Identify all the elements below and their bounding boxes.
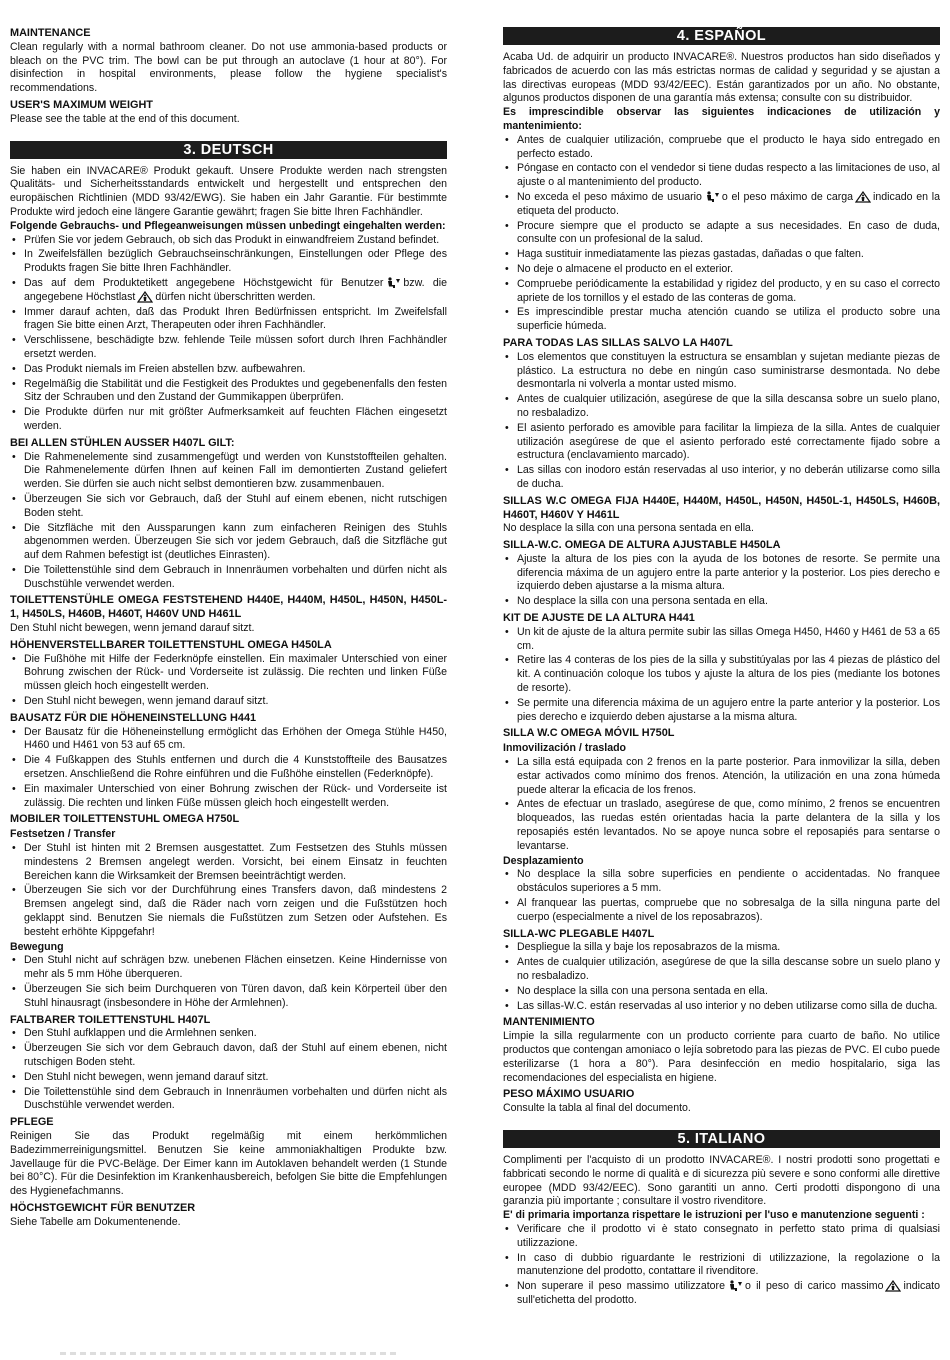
weight-warning-text-c: dürfen nicht überschritten werden. [155, 290, 316, 303]
deutsch-general-list [10, 234, 447, 434]
list-item: • La silla está equipada con 2 frenos en la parte posterior. Para inmovilizar la silla, deben estar activados como mínimo dos frenos. Atención, la utilización en una zona húmeda puede alterar la eficacia de los frenos. [503, 756, 940, 797]
de-weight-text: Siehe Tabelle am Dokumentenende. [10, 1215, 181, 1228]
list-item: • In caso di dubbio riguardante le restrizioni di utilizzazione, la regolazione o la manutenzione del prodotto, contattare il rivenditore. [503, 1252, 940, 1280]
list-item: • Retire las 4 conteras de los pies de la silla y substitúyalas por las 4 piezas de plástico del kit. A continuación coloque los tubos y ajuste la altura de los pies (mediante los botones de resorte). [503, 654, 940, 695]
es-care-heading: MANTENIMIENTO [503, 1016, 595, 1029]
es-mobile-heading: SILLA W.C OMEGA MÓVIL H750L [503, 727, 675, 740]
list-item: • In Zweifelsfällen bezüglich Gebrauchseinschränkungen, Einstellungen oder Pflege des Produkts fragen Sie bitte Ihren Fachhändler. [10, 248, 447, 276]
weight-warning-text-c: indicato sull'etichetta del prodotto. [517, 1280, 940, 1306]
list-item: • Die Produkte dürfen nur mit größter Aufmerksamkeit auf feuchten Flächen eingesetzt werden. [10, 406, 447, 434]
es-mobile-transfer-list [503, 756, 940, 854]
list-item: • Póngase en contacto con el vendedor si tiene dudas respecto a las limitaciones de uso, al ajuste o al mantenimiento del producto. [503, 162, 940, 190]
list-item: • Antes de efectuar un traslado, asegúrese de que, como mínimo, 2 frenos se encuentren bloqueados, las ruedas estén orientadas hacia la parte delantera de la silla y los reposapiés estén levantados. No se apoye nunca sobre el reposapiés para sentarse o levantarse. [503, 798, 940, 853]
de-fixed-chairs-heading: TOILETTENSTÜHLE OMEGA FESTSTEHEND H440E, H440M, H450L, H450N, H450L-1, H450LS, H460B, H460T, H460V UND H461L [10, 594, 447, 621]
section-bar-deutsch: 3. DEUTSCH [10, 141, 447, 159]
list-item: • No desplace la silla con una persona sentada en ella. [503, 985, 940, 999]
list-item: • Los elementos que constituyen la estructura se ensamblan y sujetan mediante piezas de plástico. La estructura no debe en ningún caso suministrarse desmontada. No debe desmontarla ni volverla a montar usted mismo. [503, 351, 940, 392]
section-bar-espanol: 4. ESPAÑOL [503, 27, 940, 45]
de-kit-heading: BAUSATZ FÜR DIE HÖHENEINSTELLUNG H441 [10, 711, 257, 724]
weight-warning-text-b: o el peso máximo de carga [721, 190, 854, 203]
de-fixed-chairs-text: Den Stuhl nicht bewegen, wenn jemand darauf sitzt. [10, 622, 255, 635]
list-item: • Die Toilettenstühle sind dem Gebrauch in Innenräumen vorbehalten und dürfen nicht als Duschstühle verwendet werden. [10, 1086, 447, 1114]
es-all-chairs-heading: PARA TODAS LAS SILLAS SALVO LA H407L [503, 336, 733, 349]
list-item: • Die Sitzfläche mit den Aussparungen kann zum einfacheren Reinigen des Stuhls abgenommen werden. Überzeugen Sie sich vor jedem Gebrauch, daß die Sitzfläche gut auf dem Rahmen befestigt ist (deutliches Einrasten). [10, 522, 447, 563]
es-kit-heading: KIT DE AJUSTE DE LA ALTURA H441 [503, 612, 695, 625]
list-item: • Ajuste la altura de los pies con la ayuda de los botones de resorte. Se permite una diferencia máxima de un agujero entre la parte anterior y la posterior. Los pies derecho e izquierdo deben ajustarse a la misma altura. [503, 553, 940, 594]
list-item: • Antes de cualquier utilización, asegúrese de que la silla descanse sobre un suelo plano y no resbaladizo. [503, 956, 940, 984]
weight-warning-text-a: No exceda el peso máximo de usuario [517, 190, 702, 203]
list-item: • No desplace la silla con una persona sentada en ella. [503, 595, 940, 609]
es-folding-list [503, 941, 940, 1013]
de-folding-heading: FALTBARER TOILETTENSTUHL H407L [10, 1013, 211, 1026]
es-all-chairs-list [503, 351, 940, 492]
de-all-chairs-list [10, 451, 447, 592]
maintenance-en-heading: MAINTENANCE [10, 27, 91, 39]
list-item: • Verificare che il prodotto vi è stato consegnato in perfetto stato prima di qualsiasi utilizzazione. [503, 1223, 940, 1251]
max-load-icon [885, 1280, 901, 1292]
de-mobile-sub-movement: Bewegung [10, 940, 64, 953]
de-adjustable-list [10, 653, 447, 709]
es-general-list [503, 134, 940, 334]
list-item: • Die 4 Fußkappen des Stuhls entfernen und durch die 4 Kunststoffteile des Bausatzes ersetzen. Anschließend die Rohre einführen und die Fußhöhe einstellen (Federknöpfe). [10, 754, 447, 782]
list-item: • Ein maximaler Unterschied von einer Bohrung zwischen der Rück- und Vorderseite ist zulässig. Die rechten und linken Füße müssen gleich hoch eingestellt werden. [10, 783, 447, 811]
left-column [10, 27, 447, 1230]
de-mobile-transfer-list [10, 842, 447, 940]
list-item: • Un kit de ajuste de la altura permite subir las sillas Omega H450, H460 y H461 de 53 a 65 cm. [503, 626, 940, 654]
weight-warning-item [503, 191, 940, 219]
weight-warning-text-b: bzw. die angegebene Höchstlast [24, 276, 448, 303]
weight-warning-text-b: o il peso di carico massimo [744, 1280, 884, 1293]
de-care-heading: PFLEGE [10, 1116, 54, 1129]
list-item: • Der Bausatz für die Höheneinstellung ermöglicht das Erhöhen der Omega Stühle H450, H460 und H461 von 53 auf 65 cm. [10, 726, 447, 754]
max-user-weight-icon [727, 1280, 743, 1292]
es-adjustable-list [503, 553, 940, 609]
list-item: • Den Stuhl nicht bewegen, wenn jemand darauf sitzt. [10, 695, 447, 709]
max-load-icon [855, 191, 871, 203]
max-user-weight-icon [704, 191, 720, 203]
max-user-weight-icon [385, 277, 401, 289]
list-item: • Die Fußhöhe mit Hilfe der Federknöpfe einstellen. Ein maximaler Unterschied von einer Bohrung zwischen der Rück- und Vorderseite ist zulässig. Die rechten und linken Füße müssen gleich hoch eingestellt werden. [10, 653, 447, 694]
max-weight-en-text: Please see the table at the end of this document. [10, 112, 240, 125]
es-mobile-movement-list [503, 868, 940, 924]
list-item: • Compruebe periódicamente la estabilidad y rigidez del producto, y en su caso el correcto apriete de los tornillos y el estado de las conteras de goma. [503, 278, 940, 306]
max-load-icon [137, 291, 153, 303]
es-mobile-sub-transfer: Inmovilización / traslado [503, 742, 627, 755]
es-mobile-sub-movement: Desplazamiento [503, 854, 584, 867]
es-kit-list [503, 626, 940, 725]
list-item: • Regelmäßig die Stabilität und die Festigkeit des Produktes und gegebenenfalls den festen Sitz der Schrauben und den Zustand der Gummikappen überprüfen. [10, 378, 447, 406]
list-item: • El asiento perforado es amovible para facilitar la limpieza de la silla. Antes de cualquier utilización asegúrese de que el asiento perforado esté correctamente fijado sobre a estructura (enclavamiento marcado). [503, 422, 940, 463]
de-mobile-movement-list [10, 954, 447, 1010]
list-item: • Despliegue la silla y baje los reposabrazos de la misma. [503, 941, 940, 955]
list-item: • Den Stuhl nicht auf schrägen bzw. unebenen Flächen einsetzen. Keine Hindernisse von mehr als 5 mm Höhe überqueren. [10, 954, 447, 982]
de-kit-list [10, 726, 447, 811]
list-item: • Überzeugen Sie sich vor dem Gebrauch davon, daß der Stuhl auf einem ebenen, nicht rutschigen Boden steht. [10, 1042, 447, 1070]
list-item: • Haga sustituir inmediatamente las piezas gastadas, dañadas o que falten. [503, 248, 940, 262]
weight-warning-item [10, 277, 447, 305]
weight-warning-item [503, 1280, 940, 1308]
de-folding-list [10, 1027, 447, 1113]
de-weight-heading: HÖCHSTGEWICHT FÜR BENUTZER [10, 1201, 196, 1214]
list-item: • Prüfen Sie vor jedem Gebrauch, ob sich das Produkt in einwandfreiem Zustand befindet. [10, 234, 447, 248]
list-item: • Procure siempre que el producto se adapte a sus necesidades. En caso de duda, consulte con un profesional de la salud. [503, 220, 940, 248]
list-item: • Überzeugen Sie sich vor Gebrauch, daß der Stuhl auf einem ebenen, nicht rutschigen Boden steht. [10, 493, 447, 521]
it-general-list [503, 1223, 940, 1308]
es-adjustable-heading: SILLA-W.C. OMEGA DE ALTURA AJUSTABLE H450LA [503, 539, 781, 552]
list-item: • Las sillas-W.C. están reservadas al uso interior y no deben utilizarse como silla de ducha. [503, 1000, 940, 1014]
list-item: • Verschlissene, beschädigte bzw. fehlende Teile müssen sofort durch Ihren Fachhändler ersetzt werden. [10, 334, 447, 362]
de-mobile-sub-transfer: Festsetzen / Transfer [10, 828, 116, 841]
list-item: • Das Produkt niemals im Freien abstellen bzw. aufbewahren. [10, 363, 447, 377]
list-item: • Antes de cualquier utilización, asegúrese de que la silla descansa sobre un suelo plano, no resbaladizo. [503, 393, 940, 421]
es-weight-heading: PESO MÁXIMO USUARIO [503, 1088, 635, 1101]
de-care-text: Reinigen Sie das Produkt regelmäßig mit einem herkömmlichen Badezimmerreinigungsmittel. Benutzen Sie keine ammoniakhaltigen Produkte bzw. Javellauge für die PVC-Beläge. Der Eimer kann im Autoklaven behandelt werden (1 Stunde bei 80°C). Für die Desinfektion im Krankenhausbereich, befolgen Sie bitte die Empfehlungen des Hygienefachmanns. [10, 1129, 447, 1198]
deutsch-lead: Folgende Gebrauchs- und Pflegeanweisungen müssen unbedingt eingehalten werden: [10, 219, 446, 232]
list-item: • Den Stuhl nicht bewegen, wenn jemand darauf sitzt. [10, 1071, 447, 1085]
list-item: • Al franquear las puertas, compruebe que no sobresalga de la silla ninguna parte del cuerpo (especialmente a nivel de los reposabrazos). [503, 897, 940, 925]
list-item: • No desplace la silla sobre superficies en pendiente o accidentadas. No franquee obstáculos superiores a 5 mm. [503, 868, 940, 896]
es-weight-text: Consulte la tabla al final del documento. [503, 1102, 691, 1115]
it-intro: Complimenti per l'acquisto di un prodotto INVACARE®. I nostri prodotti sono progettati e fabbricati secondo le norme di qualità e di sicurezza più severe e sono conformi alle direttive europee (MDD 93/42/EEC). Sono garantiti un anno. Certi prodotti dispongono di una garanzia più importante ; consultare il vostro rivenditore. [503, 1153, 940, 1208]
weight-warning-text-c: indicado en la etiqueta del producto. [517, 190, 940, 217]
list-item: • Las sillas con inodoro están reservadas al uso interior, y no deberán utilizarse como silla de ducha. [503, 464, 940, 492]
de-mobile-heading: MOBILER TOILETTENSTUHL OMEGA H750L [10, 813, 240, 826]
section-bar-italiano: 5. ITALIANO [503, 1130, 940, 1148]
weight-warning-text-a: Non superare il peso massimo utilizzatore [517, 1280, 725, 1293]
es-care-text: Limpie la silla regularmente con un producto corriente para cuarto de baño. No utilice productos que contengan amoniaco o lejía sobretodo para las piezas de PVC. El cubo puede esterilizarse (1 hora a 80°). Para desinfección en medio hospitalario, siga las recomendaciones del especialista en higiene. [503, 1030, 940, 1084]
right-column [503, 27, 940, 1309]
list-item: • Die Toilettenstühle sind dem Gebrauch in Innenräumen vorbehalten und dürfen nicht als Duschstühle verwendet werden. [10, 564, 447, 592]
bottom-edge-artifact [60, 1352, 400, 1355]
de-all-chairs-heading: BEI ALLEN STÜHLEN AUSSER H407L GILT: [10, 436, 235, 449]
list-item: • Antes de cualquier utilización, compruebe que el producto le haya sido entregado en perfecto estado. [503, 134, 940, 162]
it-lead: E' di primaria importanza rispettare le istruzioni per l'uso e manutenzione seguenti : [503, 1209, 925, 1222]
list-item: • Der Stuhl ist hinten mit 2 Bremsen ausgestattet. Zum Festsetzen des Stuhls müssen mindestens 2 Bremsen angelegt werden. Vorsicht, bei einem Einsatz in feuchten Bereichen kann die Wirksamkeit der Bremsen beeinträchtigt werden. [10, 842, 447, 883]
list-item: • Es imprescindible prestar mucha atención cuando se utiliza el producto sobre una superficie húmeda. [503, 306, 940, 334]
max-weight-en-heading: USER'S MAXIMUM WEIGHT [10, 98, 153, 111]
de-adjustable-heading: HÖHENVERSTELLBARER TOILETTENSTUHL OMEGA H450LA [10, 638, 332, 651]
list-item: • Überzeugen Sie sich beim Durchqueren von Türen davon, daß kein Körperteil über den Stuhl hinausragt (insbesondere in Höhe der Armlehnen). [10, 983, 447, 1011]
list-item: • Die Rahmenelemente sind zusammengefügt und werden von Kunststoffteilen gehalten. Die Rahmenelemente dürfen Ihnen auf keinen Fall im demontierten Zustand geliefert werden. Sie dürfen sie auch nicht selbst demontieren bzw. zusammenbauen. [10, 451, 447, 492]
weight-warning-text-a: Das auf dem Produktetikett angegebene Höchstgewicht für Benutzer [24, 276, 384, 289]
deutsch-intro: Sie haben ein INVACARE® Produkt gekauft. Unsere Produkte werden nach strengsten Qualitäts- und Sicherheitsstandards entwickelt und hergestellt und entsprechen den europäischen Richtlinien (MDD 93/42/EWG). Sie haben ein Jahr Garantie. Für bestimmte Produkte wird jedoch eine längere Garantie gewährt; fragen Sie bitte Ihren Fachhändler. [10, 164, 447, 218]
list-item: • Überzeugen Sie sich vor der Durchführung eines Transfers davon, daß mindestens 2 Bremsen angelegt sind, daß die Räder nach vorn zeigen und die Fußstützen hoch geklappt sind. Benutzen Sie niemals die Fußstützen zum Setzen oder Aufstehen. Es besteht erhöhte Kippgefahr! [10, 884, 447, 939]
list-item: • Immer darauf achten, daß das Produkt Ihren Bedürfnissen entspricht. Im Zweifelsfall fragen Sie bitte einen Arzt, Therapeuten oder ihren Fachhändler. [10, 306, 447, 334]
es-fixed-chairs-heading: SILLAS W.C OMEGA FIJA H440E, H440M, H450L, H450N, H450L-1, H450LS, H460B, H460T, H460V Y H461L [503, 494, 940, 521]
es-folding-heading: SILLA-WC PLEGABLE H407L [503, 927, 655, 940]
list-item: • Se permite una diferencia máxima de un agujero entre la parte anterior y la posterior. Los pies derecho e izquierdo deben ajustarse a la misma altura. [503, 697, 940, 725]
es-fixed-chairs-text: No desplace la silla con una persona sentada en ella. [503, 522, 754, 535]
list-item: • Den Stuhl aufklappen und die Armlehnen senken. [10, 1027, 447, 1041]
list-item: • No deje o almacene el producto en el exterior. [503, 263, 940, 277]
maintenance-en-text: Clean regularly with a normal bathroom cleaner. Do not use ammonia-based products or bleach on the PVC trim. The bowl can be put through an autoclave (1 hour at 80°). For disinfection in hospital environments, please follow the hygiene specialist's recommendations. [10, 40, 447, 95]
es-intro: Acaba Ud. de adquirir un producto INVACARE®. Nuestros productos han sido diseñados y fabricados de acuerdo con las más estrictas normas de calidad y seguridad y se ajustan a las directivas europeas (MDD 93/42/EEC). Están garantizados por un año. No obstante, algunos productos disponen de una garantía más extensa; consulte con su distribuidor. [503, 51, 940, 105]
es-lead: Es imprescindible observar las siguientes indicaciones de utilización y mantenimiento: [503, 106, 940, 132]
